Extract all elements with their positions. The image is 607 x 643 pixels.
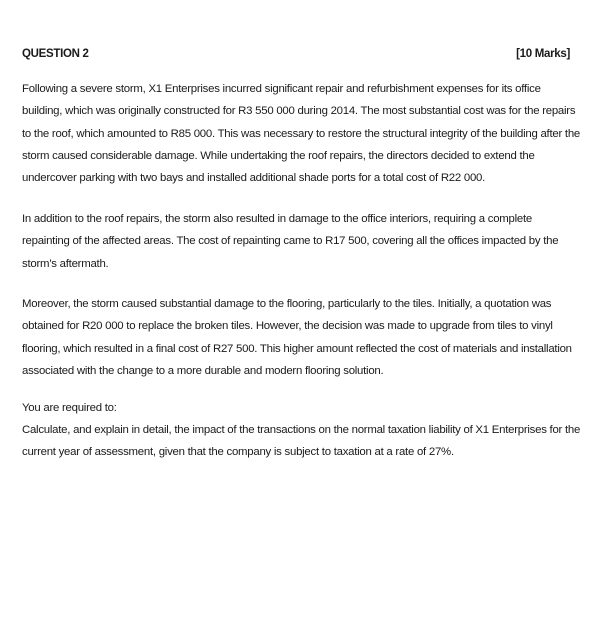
paragraph-roof-repairs: Following a severe storm, X1 Enterprises incurred significant repair and refurbishment expenses for its office building, which was originally constructed for R3 550 000 during 2014. The most substantial cost was for the repairs to the roof, which amounted to R85 000. This was necessary to restore the structural integrity of the building after the storm caused considerable damage. While undertaking the roof repairs, the directors decided to extend the undercover parking with two bays and installed additional shade ports for a total cost of R22 000. <box>22 83 580 185</box>
requirement-section <box>22 398 582 464</box>
paragraph-repainting: In addition to the roof repairs, the storm also resulted in damage to the office interiors, requiring a complete repainting of the affected areas. The cost of repainting came to R17 500, covering all the offices impacted by the storm’s aftermath. <box>22 213 559 270</box>
requirement-heading: You are required to: <box>22 402 117 414</box>
requirement-text: Calculate, and explain in detail, the impact of the transactions on the normal taxation liability of X1 Enterprises for the current year of assessment, given that the company is subject to taxation at a rate of 27%. <box>22 424 581 459</box>
question-header <box>22 48 570 64</box>
question-title: QUESTION 2 <box>22 48 89 60</box>
marks-label: [10 Marks] <box>516 48 570 60</box>
paragraph-flooring: Moreover, the storm caused substantial damage to the flooring, particularly to the tiles. Initially, a quotation was obtained for R20 000 to replace the broken tiles. However, the decision was made to upgrade from tiles to vinyl flooring, which resulted in a final cost of R27 500. This higher amount reflected the cost of materials and installation associated with the change to a more durable and modern flooring solution. <box>22 298 572 377</box>
